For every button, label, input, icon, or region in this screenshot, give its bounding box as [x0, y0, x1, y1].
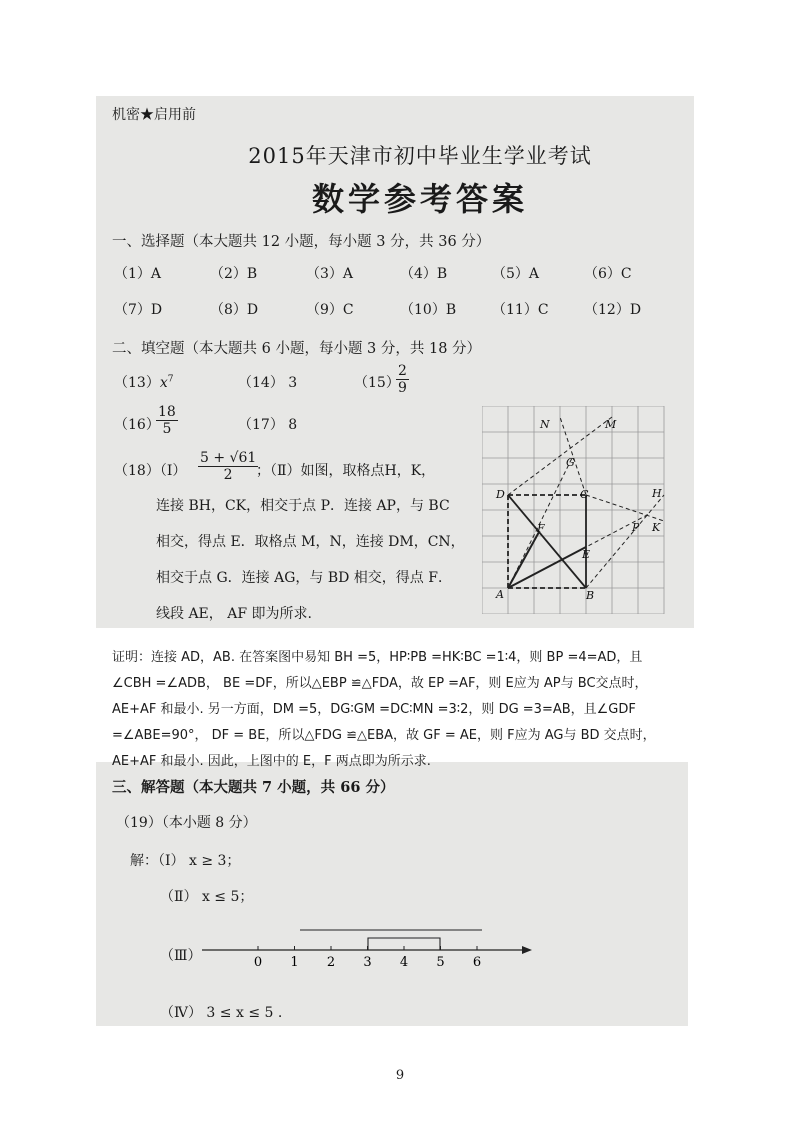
q19-part1: 解：（Ⅰ） x ≥ 3；	[130, 853, 241, 869]
q13-answer: $(13)x^7$	[114, 374, 174, 391]
label-h: H	[652, 487, 662, 500]
proof-line-4: AE+AF 和最小. 因此，上图中的 E，F 两点即为所示求.	[112, 754, 431, 769]
q16-fraction: $\frac{18}{5}$	[158, 404, 176, 437]
choice-answer-3: （3）A	[306, 266, 354, 282]
choice-answer-9: （9）C	[306, 302, 354, 318]
answer-title: 数学参考答案	[311, 180, 528, 218]
q18-fraction: $\frac{5 + √61}{2}$	[200, 450, 257, 483]
q19-part3: （Ⅲ）	[160, 948, 202, 964]
tick-label-4: 4	[399, 955, 409, 970]
proof-line-1: ∠CBH =∠ADB， BE =DF，所以△EBP ≌△FDA，故 EP =AF，则 E应为 AP与 BC交点时，	[112, 676, 648, 691]
q19-title: （19）（本小题 8 分）	[116, 815, 257, 831]
q18-line-0: ；（Ⅱ）如图，取格点H，K，	[256, 463, 436, 479]
label-p: P	[632, 521, 640, 534]
tick-label-1: 1	[290, 955, 299, 970]
label-m: M	[605, 418, 617, 431]
tick-label-0: 0	[253, 955, 263, 970]
choice-answer-5: （5）A	[492, 266, 540, 282]
label-n: N	[540, 418, 550, 431]
label-f: F	[537, 522, 545, 535]
label-b: B	[586, 589, 595, 602]
tick-label-2: 2	[326, 955, 336, 970]
tick-label-3: 3	[363, 955, 372, 970]
choice-answer-6: （6）C	[584, 266, 632, 282]
line-bh	[586, 495, 664, 588]
choice-answer-10: （10）B	[400, 302, 457, 318]
choice-answer-11: （11）C	[492, 302, 549, 318]
label-d: D	[496, 488, 505, 501]
q18-label: （18）（Ⅰ）	[114, 463, 187, 479]
q15-label: （15）	[354, 375, 400, 391]
proof-line-0: 证明：连接 AD，AB. 在答案图中易知 BH =5，HP∶PB =HK∶BC =1∶4，则 BP =4=AD，且	[112, 650, 643, 665]
section2-heading: 二、填空题（本大题共 6 小题，每小题 3 分，共 18 分）	[112, 341, 482, 357]
label-k: K	[652, 521, 661, 534]
section3-heading: 三、解答题（本大题共 7 小题，共 66 分）	[112, 779, 395, 796]
proof-line-2: AE+AF 和最小. 另一方面，DM =5，DG∶GM =DC∶MN =3∶2，则 DG =3=AB，且∠GDF	[112, 702, 636, 717]
q15-fraction: $\frac{2}{9}$	[398, 363, 407, 396]
tick-label-5: 5	[436, 955, 445, 970]
label-g: G	[566, 456, 575, 469]
confidential-mark: 机密★启用前	[112, 107, 196, 123]
q16-label: （16）	[114, 417, 160, 433]
proof-line-3: =∠ABE=90°， DF = BE，所以△FDG ≌△EBA，故 GF = AE，则 F应为 AG与 BD 交点时，	[112, 728, 656, 743]
label-c: C	[580, 488, 589, 501]
label-e: E	[582, 548, 591, 561]
choice-answer-8: （8）D	[210, 302, 259, 318]
q17-answer: （17） 8	[238, 417, 298, 433]
q14-answer: （14） 3	[238, 375, 298, 391]
q18-line-3: 相交于点 G．连接 AG，与 BD 相交，得点 F．	[156, 570, 452, 586]
q18-line-4: 线段 AE， AF 即为所求.	[156, 606, 312, 622]
label-a: A	[496, 588, 504, 601]
choice-answer-1: （1）A	[114, 266, 162, 282]
q19-part4: （Ⅳ） 3 ≤ x ≤ 5 .	[160, 1005, 283, 1021]
tick-label-6: 6	[472, 955, 482, 970]
grid-lines	[482, 406, 664, 614]
choice-answer-2: （2）B	[210, 266, 258, 282]
q18-line-1: 连接 BH，CK，相交于点 P．连接 AP，与 BC	[156, 498, 450, 514]
number-line-arrow	[522, 946, 532, 954]
number-line	[200, 916, 540, 972]
line-bd	[508, 495, 586, 588]
choice-answer-12: （12）D	[584, 302, 642, 318]
exam-title: 2015年天津市初中毕业生学业考试	[248, 144, 592, 168]
section1-heading: 一、选择题（本大题共 12 小题，每小题 3 分，共 36 分）	[112, 234, 491, 250]
q19-part2: （Ⅱ） x ≤ 5；	[160, 889, 254, 905]
q18-line-2: 相交，得点 E．取格点 M，N，连接 DM，CN，	[156, 534, 465, 550]
geometry-grid-figure	[482, 406, 684, 614]
choice-answer-4: （4）B	[400, 266, 448, 282]
page-number: 9	[395, 1068, 405, 1083]
choice-answer-7: （7）D	[114, 302, 163, 318]
